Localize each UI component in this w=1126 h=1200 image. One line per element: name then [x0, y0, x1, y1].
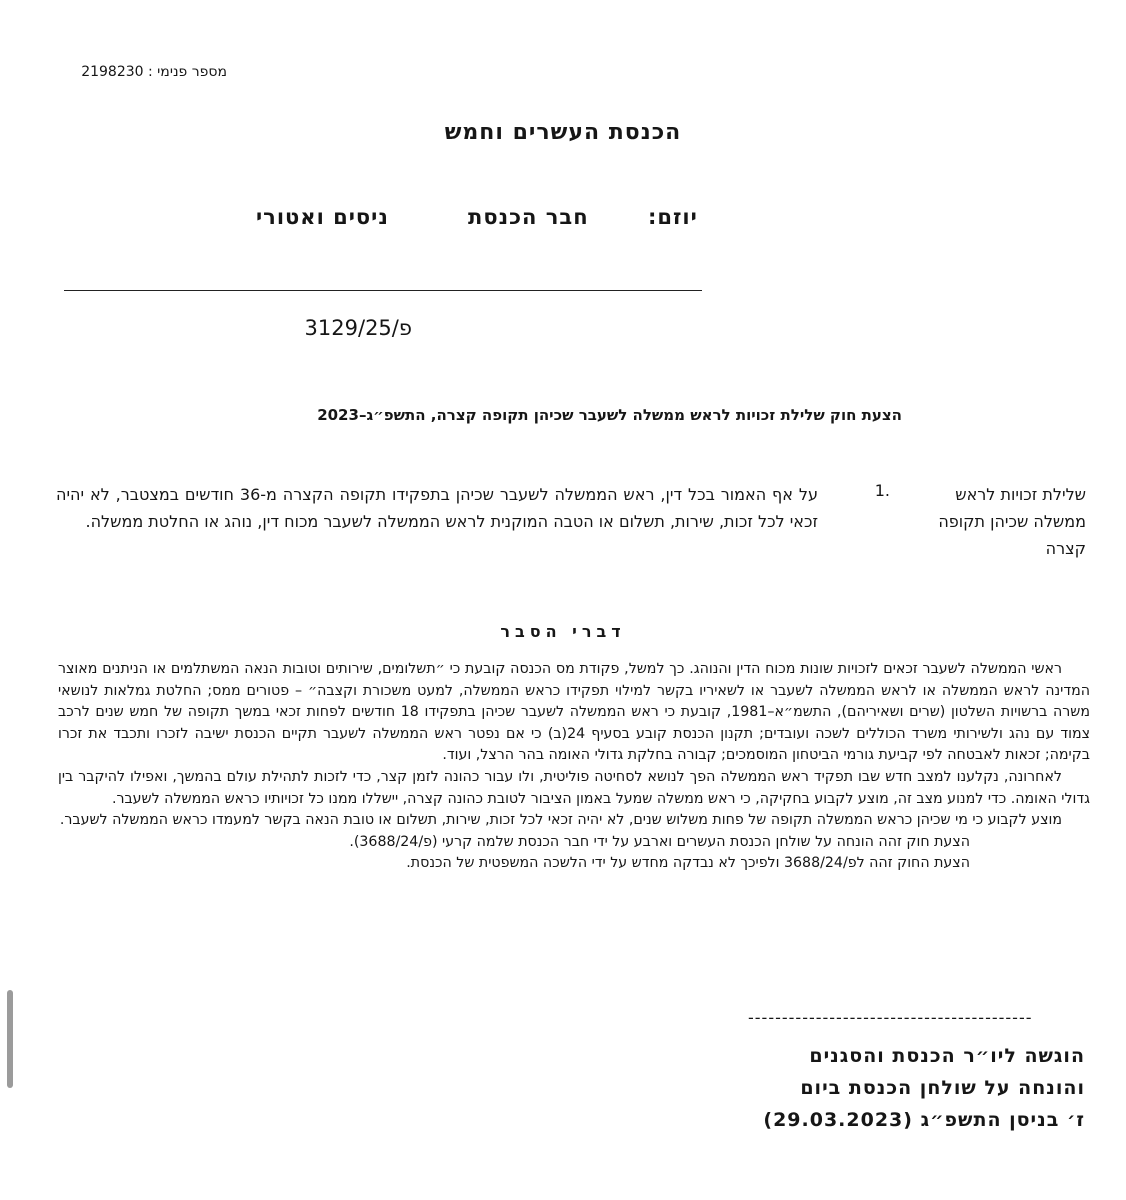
initiator-label: יוזם:: [648, 205, 698, 229]
internal-number: מספר פנימי : 2198230: [81, 64, 227, 80]
explanation-body: [58, 659, 1090, 875]
knesset-title: הכנסת העשרים וחמש: [444, 120, 682, 145]
section-side-title: שלילת זכויות לראש ממשלה שכיהן תקופה קצרה: [938, 485, 1086, 558]
submission-line: ז׳ בניסן התשפ״ג (29.03.2023): [763, 1109, 1085, 1131]
submission-line: הוגשה ליו״ר הכנסת והסגנים: [809, 1045, 1085, 1067]
member-title: חבר הכנסת: [468, 205, 589, 229]
member-name: ניסים ואטורי: [256, 205, 389, 229]
submission-line: והונחה על שולחן הכנסת ביום: [800, 1077, 1085, 1099]
header-divider: [64, 290, 702, 291]
bill-title: הצעת חוק שלילת זכויות לראש ממשלה לשעבר שכיהן תקופה קצרה, התשפ״ג–2023: [317, 406, 902, 424]
bill-number: פ/3129/25: [304, 316, 412, 340]
footer-separator: ------------------------------------------: [748, 1008, 1033, 1027]
explanation-paragraph: הצעת חוק זהה הונחה על שולחן הכנסת העשרים וארבע על ידי חבר הכנסת שלמה קרעי (פ/3688/24).: [349, 833, 970, 850]
explanation-paragraph: מוצע לקבוע כי מי שכיהן כראש הממשלה תקופה של פחות משלוש שנים, לא יהיה זכאי לכל זכות, שירות, תשלום או טובת הנאה בקשר למעמדו כראש הממשלה לשעבר.: [59, 812, 1062, 829]
explanation-heading: דברי הסבר: [500, 622, 626, 641]
explanation-paragraph: הצעת החוק זהה לפ/3688/24 ולפיכך לא נבדקה מחדש על ידי הלשכה המשפטית של הכנסת.: [406, 855, 970, 872]
section-number: .1: [874, 481, 890, 500]
submission-note: [600, 1040, 1085, 1136]
explanation-paragraph: לאחרונה, נקלענו למצב חדש שבו תפקיד ראש הממשלה הפך לנושא לסחיטה פוליטית, ולו עבור כהונה לזמן קצר, כדי לזכות לתהילת עולם בהמשך, ואפילו להיקבר בין גדולי האומה. כדי למנוע מצב זה, מוצע לקבוע בחקיקה, כי ראש ממשלה שמעל באמון הציבור לטובת כהונה קצרה, יישללו ממנו כל זכויותיו כראש הממשלה לשעבר.: [58, 768, 1090, 807]
scrollbar-thumb[interactable]: [7, 990, 13, 1088]
explanation-paragraph: ראשי הממשלה לשעבר זכאים לזכויות שונות מכוח הדין והנוהג. כך למשל, פקודת מס הכנסה קובעת כי ״תשלומים, שירותים וטובות הנאה המשתלמים או הניתנים מאוצר המדינה לראש הממשלה או לראש הממשלה לשעבר או לשאיריו בקשר למילוי תפקידו כראש הממשלה, למעט משכורת וקצבה״ – פטורים ממס; החלטת גמלאות לנושאי משרה ברשויות השלטון (שרים ושאיריהם), התשמ״א–1981, קובעת כי ראש הממשלה לשעבר שכיהן בתפקידו 18 חודשים לפחות זכאי במשך תקופה של חמש שנים לרכב צמוד עם נהג ולשירותי משרד הכוללים לשכה ועובדים; תקנון הכנסת קובע בסעיף 24(ב) כי אם נפטר ראש הממשלה לשעבר תקיים הכנסת ישיבה לזכרו ותכבד את זכרו בקימה; זכאות לאבטחה לפי קביעת גורמי הביטחון המוסמכים; קבורה בחלקת גדולי האומה בהר הרצל, ועוד.: [58, 661, 1090, 764]
section-text: על אף האמור בכל דין, ראש הממשלה לשעבר שכיהן בתפקידו תקופה הקצרה מ-36 חודשים במצטבר, לא יהיה זכאי לכל זכות, שירות, תשלום או הטבה המוקנית לראש הממשלה לשעבר מכוח דין, נוהג או החלטת ממשלה.: [56, 485, 818, 531]
